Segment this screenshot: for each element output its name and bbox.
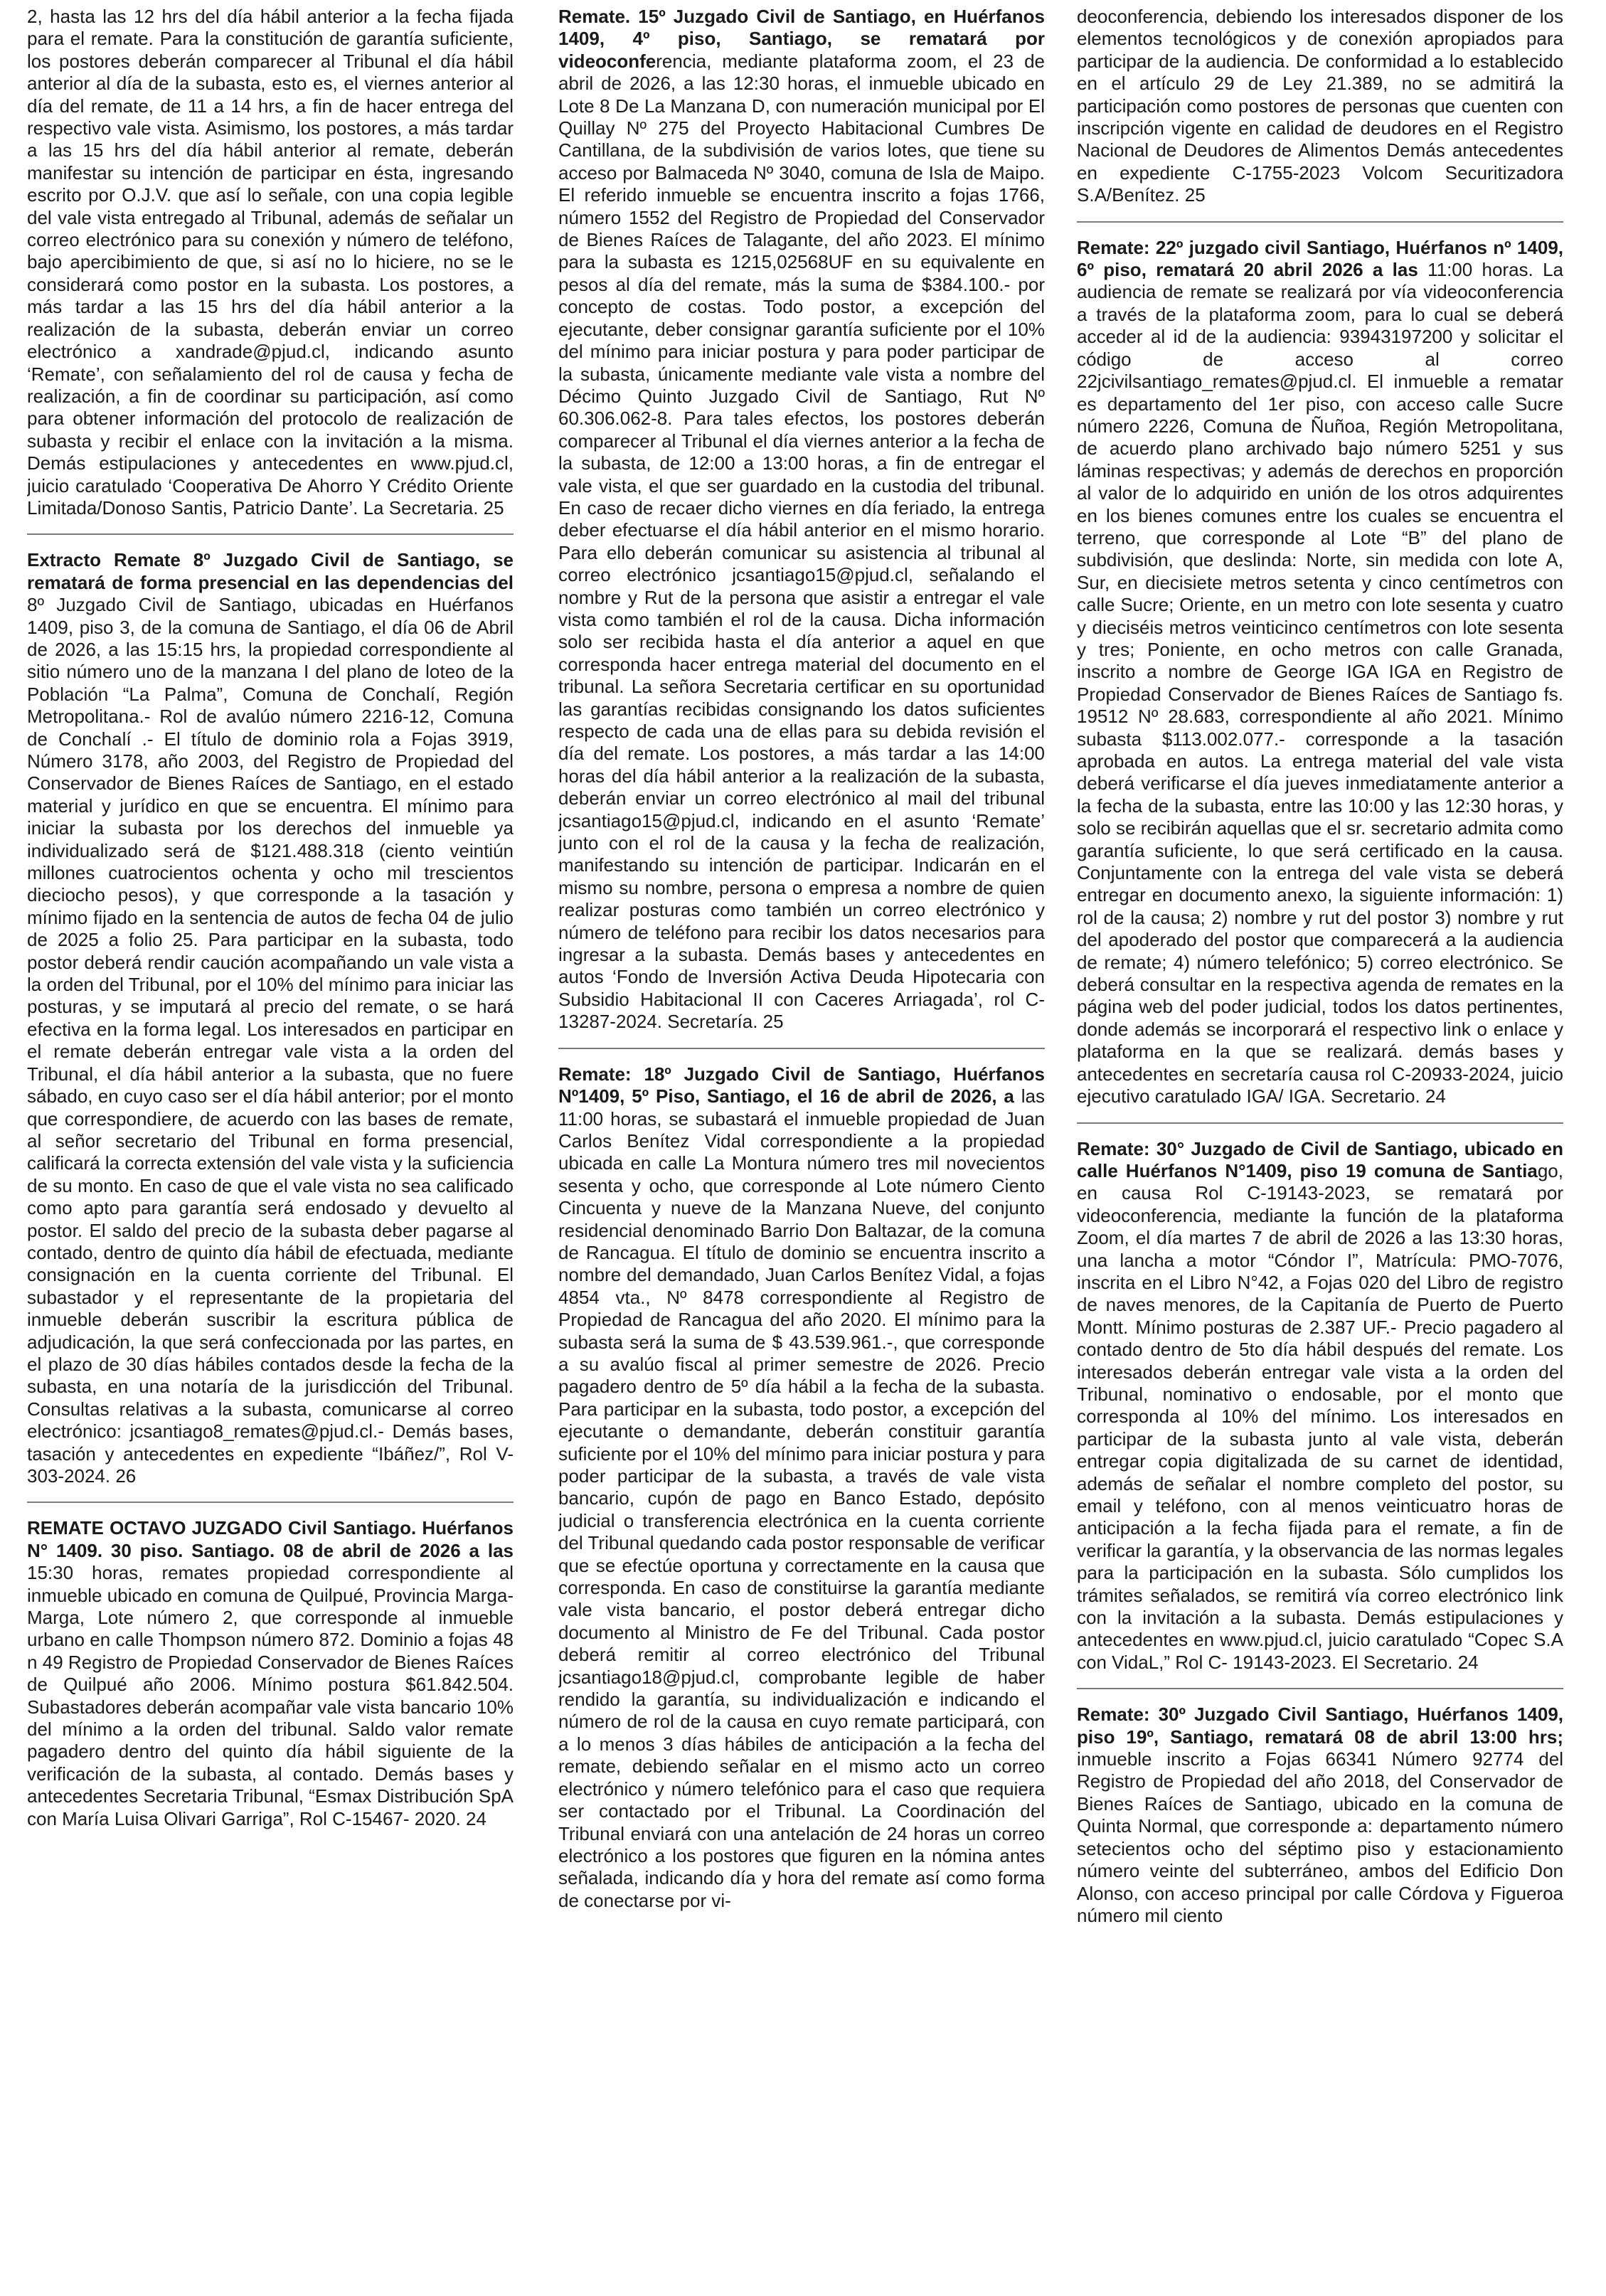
notice-heading: Extracto Remate 8º Juzgado Civil de Santiago, se rematará de forma presencial en las dependencias del — [27, 549, 514, 593]
notice-separator — [27, 1502, 514, 1503]
notice-body: 15:30 horas, remates propiedad correspondiente al inmueble ubicado en comuna de Quilpué, Provincia Marga- Marga, Lote número 2, que corresponde al inmueble urbano en calle Thompson número 872. Dominio a fojas 48 n 49 Registro de Propiedad Conservador de Bienes Raíces de Quilpué año 2006. Mínimo postura $61.842.504. Subastadores deberán acompañar vale vista bancario 10% del mínimo a la orden del tribunal. Saldo valor remate pagadero dentro del quinto día hábil siguiente de la verificación de la subasta, al contado. Demás bases y antecedentes Secretaria Tribunal, “Esmax Distribución SpA con María Luisa Olivari Garriga”, Rol C-15467- 2020. 24 — [27, 1562, 514, 1829]
notice-22-juzgado-nunoa — [1077, 237, 1563, 1108]
notice-body: deoconferencia, debiendo los interesados disponer de los elementos tecnológicos y de conexión apropiados para participar de la audiencia. De conformidad a lo establecido en el artículo 29 de Ley 21.389, no se admitirá la participación como postores de personas que cuenten con inscripción vigente en calidad de deudores en el Registro Nacional de Deudores de Alimentos Demás antecedentes en expediente C-1755-2023 Volcom Securitizadora S.A/Benítez. 25 — [1077, 6, 1563, 206]
column-2 — [558, 6, 1045, 2289]
notice-octavo-juzgado-quilpue — [27, 1517, 514, 1830]
notice-body: inmueble inscrito a Fojas 66341 Número 92774 del Registro de Propiedad del año 2018, del Conservador de Bienes Raíces de Santiago, ubicado en la comuna de Quinta Normal, que corresponde a: departamento número setecientos ocho del séptimo piso y estacionamiento número veinte del subterráneo, ambos del Edificio Don Alonso, con acceso principal por calle Córdova y Figueroa número mil ciento — [1077, 1748, 1563, 1926]
notice-heading: Remate: 18º Juzgado Civil de Santiago, Huérfanos Nº1409, 5º Piso, Santiago, el 16 de abril de 2026, a — [558, 1063, 1045, 1107]
notice-body: rencia, mediante plataforma zoom, el 23 de abril de 2026, a las 12:30 horas, el inmueble ubicado en Lote 8 De La Manzana D, con numeración municipal por El Quillay Nº 275 del Proyecto Habitacional Cumbres De Cantillana, de la subdivisión de varios lotes, que tiene su acceso por Balmaceda Nº 3040, comuna de Isla de Maipo. El referido inmueble se encuentra inscrito a fojas 1766, número 1552 del Registro de Propiedad del Conservador de Bienes Raíces de Talagante, del año 2023. El mínimo para la subasta es 1215,02568UF en su equivalente en pesos al día del remate, más la suma de $384.100.- por concepto de costas. Todo postor, a excepción del ejecutante, deber consignar garantía suficiente por el 10% del mínimo para iniciar postura y para poder participar de la subasta, únicamente mediante vale vista a nombre del Décimo Quinto Juzgado Civil de Santiago, Rut Nº 60.306.062-8. Para tales efectos, los postores deberán comparecer al Tribunal el día viernes anterior a la fecha de la subasta, de 12:00 a 13:00 horas, a fin de entregar el vale vista, el que ser guardado en la custodia del tribunal. En caso de recaer dicho viernes en día feriado, la entrega deber efectuarse el día hábil anterior en el mismo horario. Para ello deberán comunicar su asistencia al tribunal al correo electrónico jcsantiago15@pjud.cl, señalando el nombre y Rut de la persona que asistir a entregar el vale vista como también el rol de la causa. Dicha información solo ser recibida hasta el día anterior a aquel en que corresponda hacer entrega material del documento en el tribunal. La señora Secretaria certificar en su oportunidad las garantías recibidas consignando los datos suficientes respecto de cada una de ellas para su debida revisión el día del remate. Los postores, a más tardar a las 14:00 horas del día hábil anterior a la realización de la subasta, deberán enviar un correo electrónico al mail del tribunal jcsantiago15@pjud.cl, indicando en el asunto ‘Remate’ junto con el rol de la causa y la fecha de realización, manifestando su intención de participar. Indicarán en el mismo su nombre, persona o empresa a nombre de quien realizar posturas como también un correo electrónico y número de teléfono para recibir los datos necesarios para ingresar a la subasta. Demás bases y antecedentes en autos ‘Fondo de Inversión Activa Deuda Hipotecaria con Subsidio Habitacional II con Caceres Arriagada’, rol C-13287-2024. Secretaría. 25 — [558, 50, 1045, 1033]
notice-continuation — [1077, 6, 1563, 207]
notice-separator — [27, 533, 514, 535]
notice-continuation — [27, 6, 514, 519]
notice-heading: Remate: 30° Juzgado de Civil de Santiago, ubicado en calle Huérfanos N°1409, piso 19 comuna de Santia — [1077, 1137, 1563, 1181]
notice-body: las 11:00 horas, se subastará el inmueble propiedad de Juan Carlos Benítez Vidal correspondiente a la propiedad ubicada en calle La Montura número tres mil novecientos sesenta y ocho, que corresponde al Lote número Ciento Cincuenta y nueve de la Manzana Nueve, del conjunto residencial denominado Barrio Don Baltazar, de la comuna de Rancagua. El título de dominio se encuentra inscrito a nombre del demandado, Juan Carlos Benítez Vidal, a fojas 4854 vta., Nº 8478 correspondiente al Registro de Propiedad de Rancagua del año 2020. El mínimo para la subasta será la suma de $ 43.539.961.-, que corresponde a su avalúo fiscal al primer semestre de 2026. Precio pagadero dentro de 5º día hábil a la fecha de la subasta. Para participar en la subasta, todo postor, a excepción del ejecutante o demandante, deberán constituir garantía suficiente por el 10% del mínimo para iniciar postura y para poder participar de la subasta, a través de vale vista bancario, cupón de pago en Banco Estado, depósito judicial o transferencia electrónica en la cuenta corriente del Tribunal quedando cada postor responsable de verificar que se efectúe oportuna y correctamente en la causa que corresponda. En caso de constituirse la garantía mediante vale vista bancario, el postor deberá entregar dicho documento al Ministro de Fe del Tribunal. Cada postor deberá remitir al correo electrónico del Tribunal jcsantiago18@pjud.cl, comprobante legible de haber rendido la garantía, su individualización e indicando el número de rol de la causa en cuyo remate participará, con a lo menos 3 días hábiles de anticipación a la fecha del remate, debiendo señalar en el mismo acto un correo electrónico y número telefónico para el caso que requiera ser contactado por el Tribunal. La Coordinación del Tribunal enviará con una antelación de 24 horas un correo electrónico a los postores que figuren en la nómina antes señalada, indicando día y hora del remate así como forma de conectarse por vi- — [558, 1085, 1045, 1911]
notice-heading: REMATE OCTAVO JUZGADO Civil Santiago. Huérfanos N° 1409. 30 piso. Santiago. 08 de abril de 2026 a las — [27, 1517, 514, 1561]
notice-15-juzgado-isla-de-maipo — [558, 6, 1045, 1033]
notice-heading: Remate. 15º Juzgado Civil de Santiago, en Huérfanos 1409, 4º piso, Santiago, se rematará por videoconfe — [558, 6, 1045, 72]
notice-body: 8º Juzgado Civil de Santiago, ubicadas en Huérfanos 1409, piso 3, de la comuna de Santiago, el día 06 de Abril de 2026, a las 15:15 hrs, la propiedad correspondiente al sitio número uno de la manzana I del plano de loteo de la Población “La Palma”, Comuna de Conchalí, Región Metropolitana.- Rol de avalúo número 2216-12, Comuna de Conchalí .- El título de dominio rola a Fojas 3919, Número 3178, año 2003, del Registro de Propiedad del Conservador de Bienes Raíces de Santiago, en el estado material y jurídico en que se encuentra. El mínimo para iniciar la subasta por los derechos del inmueble ya individualizado será de $121.488.318 (ciento veintiún millones cuatrocientos ochenta y ocho mil trescientos dieciocho pesos), y que corresponde a la tasación y mínimo fijado en la sentencia de autos de fecha 04 de julio de 2025 a folio 25. Para participar en la subasta, todo postor deberá rendir caución acompañando un vale vista a la orden del Tribunal, por el 10% del mínimo para iniciar las posturas, y se imputará al precio del remate, o se hará efectiva en la forma legal. Los interesados en participar en el remate deberán entregar vale vista a la orden del Tribunal, el día hábil anterior a la subasta, que no fuere sábado, en cuyo caso ser el día hábil anterior; por el monto que correspondiere, de acuerdo con las bases de remate, al señor secretario del Tribunal en forma presencial, calificará la correcta extensión del vale vista y la suficiencia de su monto. En caso de que el vale vista no sea calificado como apto para garantía será endosado y devuelto al postor. El saldo del precio de la subasta deber pagarse al contado, dentro de quinto día hábil de efectuada, mediante consignación en la cuenta corriente del Tribunal. El subastador y el representante de la propietaria del inmueble deberán suscribir la escritura pública de adjudicación, la que será confeccionada por las partes, en el plazo de 30 días hábiles contados desde la fecha de la subasta, en una notaría de la jurisdicción del Tribunal. Consultas relativas a la subasta, comunicarse al correo electrónico: jcsantiago8_remates@pjud.cl.- Demás bases, tasación y antecedentes en expediente “Ibáñez/”, Rol V-303-2024. 26 — [27, 594, 514, 1487]
notice-separator — [1077, 1122, 1563, 1124]
column-3 — [1077, 6, 1563, 2289]
notice-heading: Remate: 22º juzgado civil Santiago, Huérfanos nº 1409, 6º piso, rematará 20 abril 2026 a las — [1077, 236, 1563, 281]
notice-18-juzgado-rancagua — [558, 1063, 1045, 1912]
notice-body: 2, hasta las 12 hrs del día hábil anterior a la fecha fijada para el remate. Para la constitución de garantía suficiente, los postores deberán comparecer al Tribunal el día hábil anterior al día de la subasta, esto es, el viernes anterior al día del remate, de 11 a 14 hrs, a fin de hacer entrega del respectivo vale vista. Asimismo, los postores, a más tardar a las 15 hrs del día hábil anterior al remate, deberán manifestar su intención de participar en ésta, ingresando escrito por O.J.V. que así lo señale, con una copia legible del vale vista entregado al Tribunal, además de señalar un correo electrónico para su conexión y número de teléfono, bajo apercibimiento de que, si así no lo hiciere, no se le considerará como postor en la subasta. Los postores, a más tardar a las 15 hrs del día hábil anterior a la realización de la subasta, deberán enviar un correo electrónico a xandrade@pjud.cl, indicando asunto ‘Remate’, con señalamiento del rol de causa y fecha de realización, a fin de coordinar su participación, así como para obtener información del protocolo de realización de subasta y recibir el enlace con la invitación a la misma. Demás estipulaciones y antecedentes en www.pjud.cl, juicio caratulado ‘Cooperativa De Ahorro Y Crédito Oriente Limitada/Donoso Santis, Patricio Dante’. La Secretaria. 25 — [27, 6, 514, 519]
notice-8-juzgado-conchali — [27, 549, 514, 1487]
notice-30-juzgado-quinta-normal — [1077, 1704, 1563, 1927]
notice-separator — [558, 1048, 1045, 1049]
column-1 — [27, 6, 514, 2289]
notice-30-juzgado-lancha — [1077, 1138, 1563, 1674]
notice-separator — [1077, 1688, 1563, 1689]
notice-separator — [1077, 221, 1563, 223]
notice-body: 11:00 horas. La audiencia de remate se realizará por vía videoconferencia a través de la plataforma zoom, para lo cual se deberá acceder al id de la audiencia: 93943197200 y solicitar el código de acceso al correo 22jcivilsantiago_remates@pjud.cl. El inmueble a rematar es departamento del 1er piso, con acceso calle Sucre número 2226, Comuna de Ñuñoa, Región Metropolitana, de acuerdo plano archivado bajo número 5251 y sus láminas respectivas; y además de derechos en proporción al valor de lo adquirido en unión de los otros adquirentes en los bienes comunes entre los cuales se encuentra el terreno, que corresponde al Lote “B” del plano de subdivisión, que deslinda: Norte, sin medida con lote A, Sur, en diecisiete metros setenta y cinco centímetros con calle Sucre; Oriente, en un metro con lote sesenta y cuatro y dieciséis metros veinticinco centímetros con lote sesenta y tres; Poniente, en ocho metros con calle Granada, inscrito a nombre de George IGA IGA en Registro de Propiedad Conservador de Bienes Raíces de Santiago fs. 19512 Nº 28.683, correspondiente al año 2021. Mínimo subasta $113.002.077.- corresponde a la tasación aprobada en autos. La entrega material del vale vista deberá verificarse el día jueves inmediatamente anterior a la fecha de la subasta, entre las 10:00 y las 12:30 horas, y solo se recibirán aquellas que el sr. secretario admita como garantía suficiente, lo que será certificado en la causa. Conjuntamente con la entrega del vale vista se deberá entregar en documento anexo, la siguiente información: 1) rol de la causa; 2) nombre y rut del postor 3) nombre y rut del apoderado del postor que comparecerá a la audiencia de remate; 4) número telefónico; 5) correo electrónico. Se deberá consultar en la respectiva agenda de remates en la página web del poder judicial, todos los datos pertinentes, donde además se incorporará el respectivo link o enlace y plataforma en la que se realizará. demás bases y antecedentes en secretaría causa rol C-20933-2024, juicio ejecutivo caratulado IGA/ IGA. Secretario. 24 — [1077, 259, 1563, 1107]
notice-body: go, en causa Rol C-19143-2023, se rematará por videoconferencia, mediante la función de la plataforma Zoom, el día martes 7 de abril de 2026 a las 13:30 horas, una lancha a motor “Cóndor I”, Matrícula: PMO-7076, inscrita en el Libro N°42, a Fojas 020 del Libro de registro de naves menores, de la Capitanía de Puerto de Puerto Montt. Mínimo posturas de 2.387 UF.- Precio pagadero al contado dentro de 5to día hábil después del remate. Los interesados deberán entregar vale vista a la orden del Tribunal, nominativo o endosable, por el monto que corresponda al 10% del mínimo. Los interesados en participar de la subasta junto al vale vista, deberán entregar copia digitalizada de su carnet de identidad, además de señalar el nombre completo del postor, su email y teléfono, con al menos veinticuatro horas de anticipación a la fecha fijada para el remate, a fin de verificar la garantía, y la observancia de las normas legales para la participación en la subasta. Sólo cumplidos los trámites señalados, se remitirá vía correo electrónico link con la invitación a la subasta. Demás estipulaciones y antecedentes en www.pjud.cl, juicio caratulado “Copec S.A con VidaL,” Rol C- 19143-2023. El Secretario. 24 — [1077, 1159, 1563, 1673]
notice-heading: Remate: 30º Juzgado Civil Santiago, Huérfanos 1409, piso 19º, Santiago, rematará 08 de abril 13:00 hrs; — [1077, 1704, 1563, 1748]
